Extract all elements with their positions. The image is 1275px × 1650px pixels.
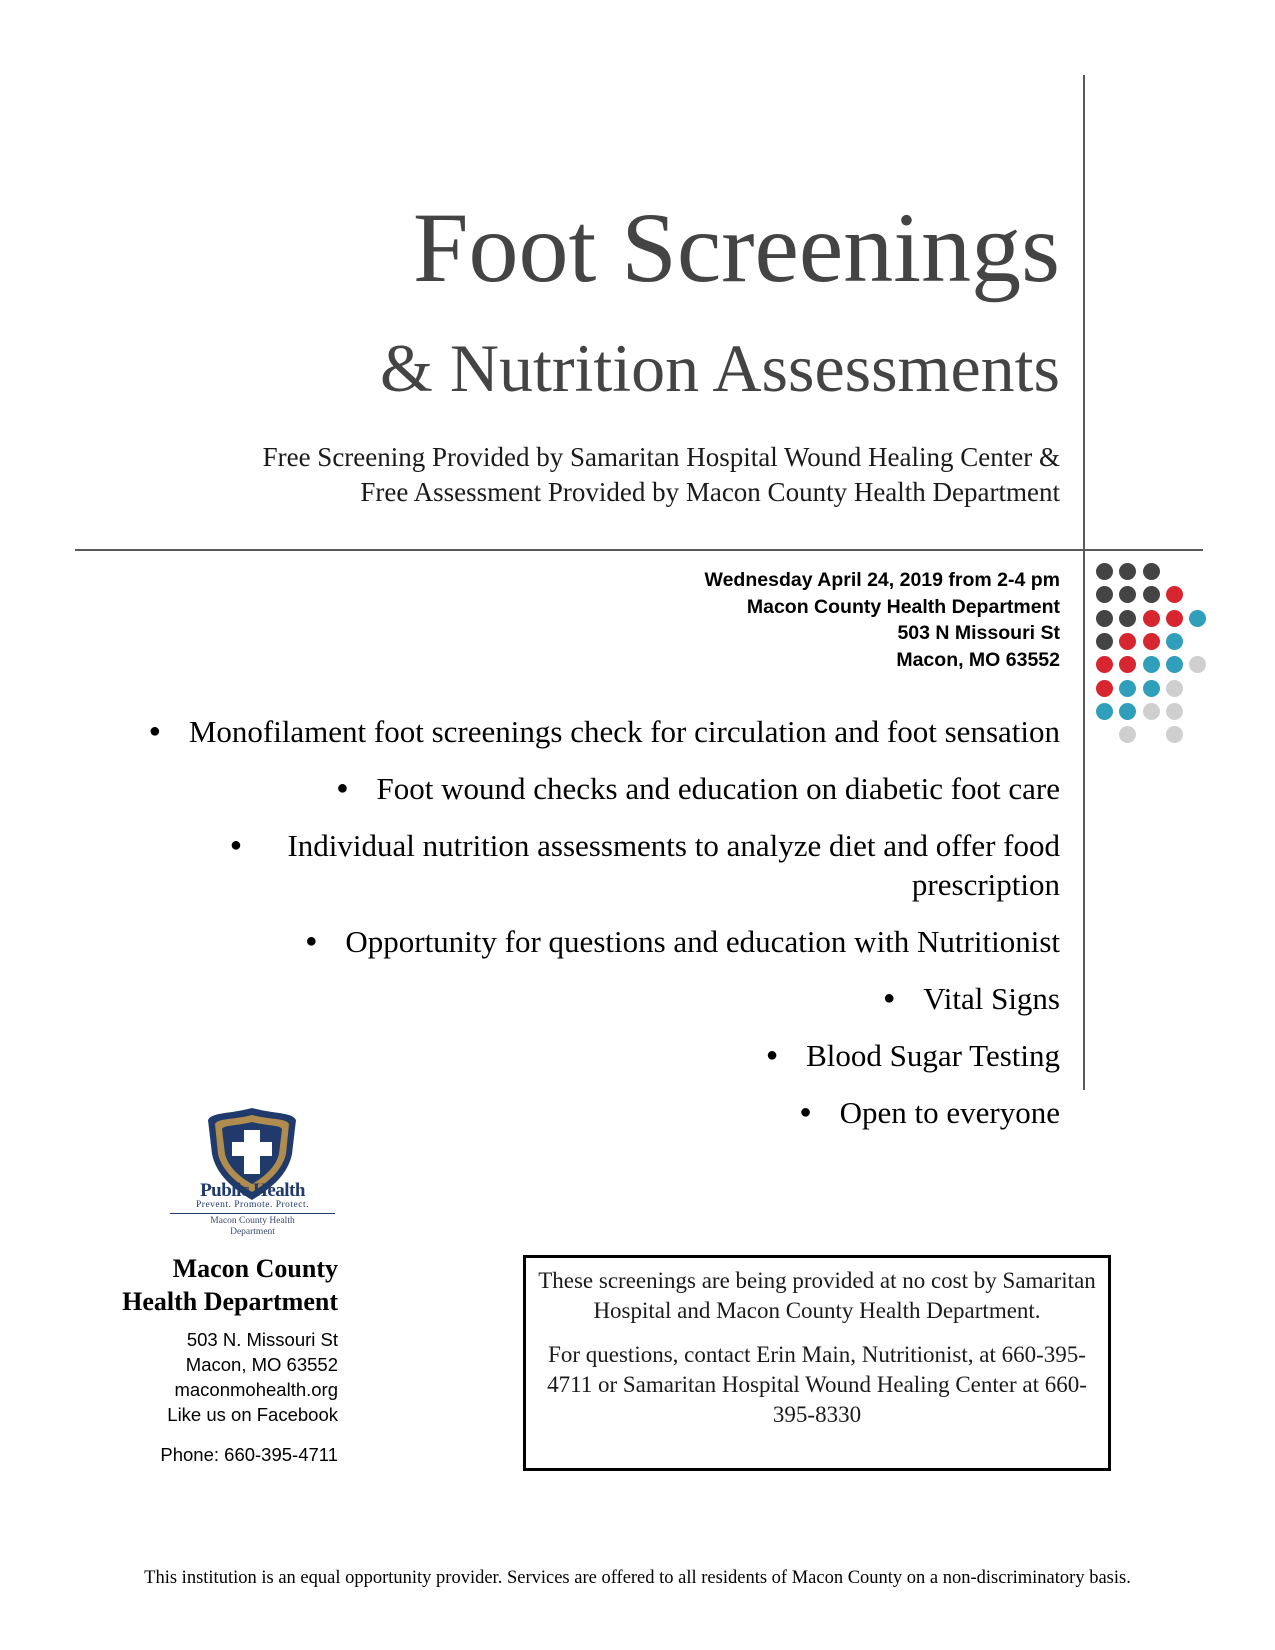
- notice-box: [523, 1255, 1111, 1471]
- decorative-dot: [1096, 563, 1113, 580]
- bullet-icon: ●: [766, 1044, 779, 1066]
- provider-statement: [160, 440, 1060, 510]
- decorative-dot: [1143, 633, 1160, 650]
- page-subtitle: & Nutrition Assessments: [379, 330, 1060, 406]
- org-website: maconmohealth.org: [174, 1379, 338, 1400]
- list-item: ● Individual nutrition assessments to analyze diet and offer food prescription: [229, 828, 1060, 902]
- notice-paragraph-2: For questions, contact Erin Main, Nutritionist, at 660-395-4711 or Samaritan Hospital Wound Healing Center at 660-395-8330: [547, 1342, 1087, 1427]
- event-datetime: Wednesday April 24, 2019 from 2-4 pm: [704, 569, 1060, 591]
- decorative-dot: [1143, 586, 1160, 603]
- logo-divider: [170, 1213, 335, 1214]
- list-item: ● Open to everyone: [799, 1095, 1060, 1130]
- org-address: 503 N. Missouri St: [186, 1329, 338, 1350]
- decorative-dot: [1166, 656, 1183, 673]
- logo-tagline: Prevent. Promote. Protect.: [196, 1200, 309, 1210]
- bullet-icon: ●: [229, 834, 242, 856]
- bullet-icon: ●: [305, 930, 318, 952]
- decorative-dot: [1119, 680, 1136, 697]
- decorative-dot: [1096, 656, 1113, 673]
- provider-line-1: Free Screening Provided by Samaritan Hospital Wound Healing Center &: [262, 442, 1060, 472]
- organization-contact: [167, 1327, 338, 1427]
- list-item: ● Opportunity for questions and education with Nutritionist: [305, 924, 1060, 959]
- decorative-dot: [1166, 633, 1183, 650]
- decorative-dot: [1119, 726, 1136, 743]
- bullet-icon: ●: [148, 720, 161, 742]
- decorative-dot: [1143, 656, 1160, 673]
- notice-paragraph-1: These screenings are being provided at no cost by Samaritan Hospital and Macon County Health Department.: [538, 1268, 1096, 1323]
- services-list: [80, 712, 1060, 1150]
- decorative-dot: [1119, 586, 1136, 603]
- decorative-dot: [1166, 703, 1183, 720]
- list-item: ● Vital Signs: [883, 981, 1060, 1016]
- event-details: [705, 567, 1060, 673]
- bullet-icon: ●: [336, 777, 349, 799]
- decorative-dot: [1189, 656, 1206, 673]
- footer-disclaimer: This institution is an equal opportunity provider. Services are offered to all residents of Macon County on a non-discriminatory basis.: [144, 1568, 1131, 1588]
- list-item: ● Monofilament foot screenings check for circulation and foot sensation: [148, 714, 1060, 749]
- decorative-dot: [1119, 703, 1136, 720]
- logo-dept-line-1: Macon County Health: [210, 1216, 295, 1226]
- org-city: Macon, MO 63552: [185, 1354, 338, 1375]
- event-street: 503 N Missouri St: [897, 622, 1060, 644]
- organization-name: Macon County Health Department: [122, 1254, 338, 1316]
- event-city: Macon, MO 63552: [896, 648, 1060, 671]
- decorative-dot: [1143, 680, 1160, 697]
- horizontal-rule: [75, 549, 1203, 551]
- org-phone: Phone: 660-395-4711: [160, 1444, 338, 1465]
- decorative-dot: [1189, 610, 1206, 627]
- list-item: ● Foot wound checks and education on diabetic foot care: [336, 771, 1060, 806]
- decorative-dot: [1119, 656, 1136, 673]
- vertical-rule: [1083, 75, 1085, 1090]
- decorative-dot: [1096, 703, 1113, 720]
- decorative-dot: [1166, 680, 1183, 697]
- decorative-dot: [1096, 680, 1113, 697]
- bullet-icon: ●: [799, 1101, 812, 1123]
- decorative-dot: [1096, 633, 1113, 650]
- decorative-dot: [1096, 586, 1113, 603]
- logo-wordmark: [170, 1180, 335, 1238]
- decorative-dot: [1143, 563, 1160, 580]
- decorative-dot: [1119, 610, 1136, 627]
- logo-name: Public Health: [200, 1180, 305, 1201]
- decorative-dot: [1096, 610, 1113, 627]
- org-social: Like us on Facebook: [167, 1404, 338, 1425]
- decorative-dot: [1166, 726, 1183, 743]
- decorative-dot: [1166, 610, 1183, 627]
- provider-line-2: Free Assessment Provided by Macon County Health Department: [360, 477, 1060, 507]
- decorative-dot: [1143, 610, 1160, 627]
- page-title: Foot Screenings: [412, 192, 1060, 303]
- decorative-dot: [1119, 563, 1136, 580]
- decorative-dot: [1143, 703, 1160, 720]
- list-item: ● Blood Sugar Testing: [766, 1038, 1060, 1073]
- bullet-icon: ●: [883, 987, 896, 1009]
- decorative-dot: [1166, 586, 1183, 603]
- logo-dept-line-2: Department: [230, 1227, 275, 1237]
- decorative-dot: [1119, 633, 1136, 650]
- event-location: Macon County Health Department: [746, 595, 1060, 618]
